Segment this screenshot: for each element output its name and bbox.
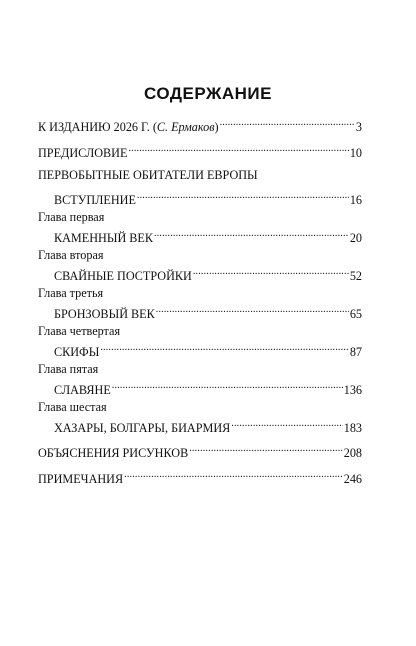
- toc-entry-notes[interactable]: [38, 468, 362, 487]
- toc-page-number: 65: [349, 307, 362, 321]
- toc-page-number: 20: [349, 231, 362, 245]
- toc-entry-label: СВАЙНЫЕ ПОСТРОЙКИ: [54, 269, 192, 283]
- leader-dots: [156, 303, 349, 318]
- toc-chapter-label: Глава вторая: [38, 248, 104, 262]
- toc-entry-stone-age[interactable]: [38, 227, 362, 246]
- toc-entry-bronze-age[interactable]: [38, 303, 362, 322]
- toc-page-number: 208: [343, 446, 362, 460]
- leader-dots: [137, 189, 349, 204]
- toc-chapter-label: Глава третья: [38, 286, 104, 300]
- toc-entry-introduction[interactable]: [38, 189, 362, 208]
- toc-entry-edition[interactable]: [38, 116, 362, 135]
- toc-entry-pile-dwellings[interactable]: [38, 265, 362, 284]
- toc-chapter-label: Глава четвертая: [38, 324, 121, 338]
- page-title: СОДЕРЖАНИЕ: [144, 84, 272, 103]
- toc-entry-label: СЛАВЯНЕ: [54, 383, 111, 397]
- toc-entry-label: БРОНЗОВЫЙ ВЕК: [54, 307, 155, 321]
- toc-chapter-label: Глава первая: [38, 210, 105, 224]
- toc-chapter-label: Глава шестая: [38, 400, 107, 414]
- toc-entry-author: С. Ермаков: [156, 120, 215, 134]
- leader-dots: [189, 442, 342, 457]
- leader-dots: [100, 341, 348, 356]
- toc-entry-preface[interactable]: [38, 142, 362, 161]
- toc-entry-khazars[interactable]: [38, 417, 362, 436]
- toc-page-number: 136: [343, 383, 362, 397]
- toc-page-number: 183: [343, 421, 362, 435]
- toc-entry-slavs[interactable]: [38, 379, 362, 398]
- toc-entry-label: КАМЕННЫЙ ВЕК: [54, 231, 153, 245]
- toc-entry-label: ПРЕДИСЛОВИЕ: [38, 146, 128, 160]
- leader-dots: [220, 116, 355, 131]
- table-of-contents: [38, 112, 362, 487]
- toc-entry-label: ВСТУПЛЕНИЕ: [54, 193, 136, 207]
- leader-dots: [112, 379, 343, 394]
- leader-dots: [124, 468, 343, 483]
- toc-page-number: 52: [349, 269, 362, 283]
- toc-page-number: 246: [343, 472, 362, 486]
- toc-chapter-label: Глава пятая: [38, 362, 99, 376]
- toc-entry-label: К ИЗДАНИЮ 2026 Г. (С. Ермаков): [38, 120, 219, 134]
- toc-entry-illustrations[interactable]: [38, 442, 362, 461]
- leader-dots: [193, 265, 349, 280]
- toc-entry-label: СКИФЫ: [54, 345, 100, 359]
- leader-dots: [128, 142, 348, 157]
- leader-dots: [231, 417, 342, 432]
- toc-page-number: 16: [349, 193, 362, 207]
- toc-entry-label: ХАЗАРЫ, БОЛГАРЫ, БИАРМИЯ: [54, 421, 231, 435]
- toc-entry-label: ОБЪЯСНЕНИЯ РИСУНКОВ: [38, 446, 189, 460]
- leader-dots: [154, 227, 349, 242]
- toc-page-number: 10: [349, 146, 362, 160]
- toc-entry-label: ПРИМЕЧАНИЯ: [38, 472, 124, 486]
- toc-page-number: 3: [355, 120, 362, 134]
- toc-entry-scythians[interactable]: [38, 341, 362, 360]
- toc-section-heading: ПЕРВОБЫТНЫЕ ОБИТАТЕЛИ ЕВРОПЫ: [38, 168, 258, 182]
- toc-page-number: 87: [349, 345, 362, 359]
